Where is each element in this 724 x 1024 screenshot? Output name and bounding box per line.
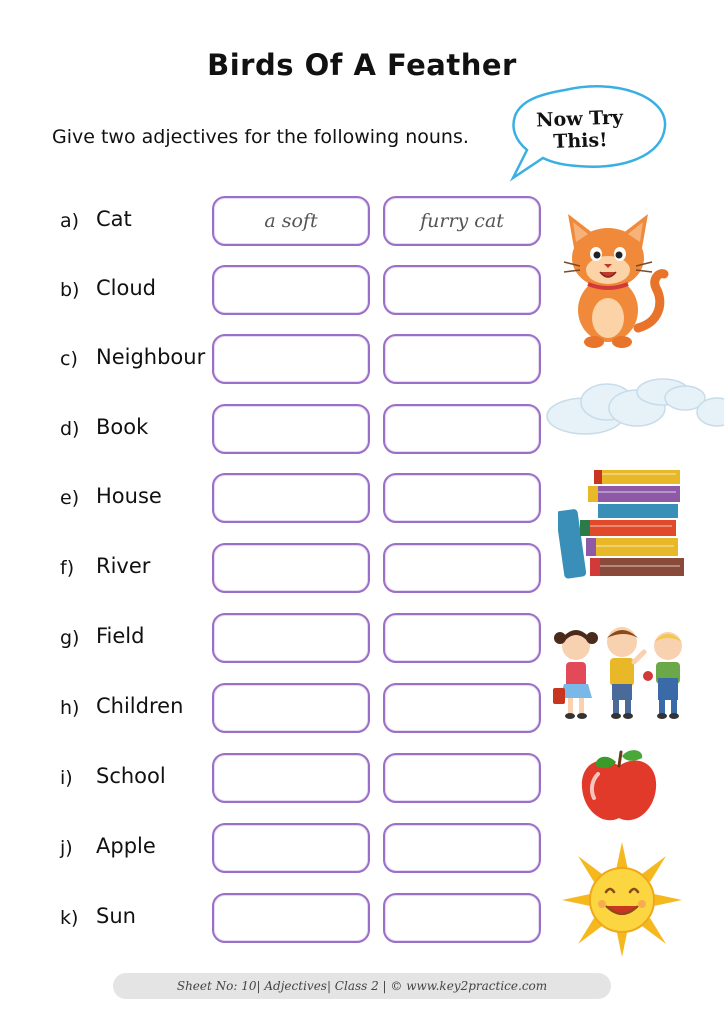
- row-letter: a): [60, 210, 80, 232]
- answer-box-1[interactable]: [212, 543, 370, 593]
- answer-box-1[interactable]: [212, 613, 370, 663]
- answer-box-2[interactable]: [383, 404, 541, 454]
- answer-box-2[interactable]: [383, 613, 541, 663]
- footer-bar: Sheet No: 10| Adjectives| Class 2 | © www.key2practice.com: [113, 973, 611, 999]
- answer-box-2[interactable]: [383, 753, 541, 803]
- answer-box-2[interactable]: furry cat: [383, 196, 541, 246]
- page-title: Birds Of A Feather: [207, 48, 517, 82]
- answer-box-1[interactable]: [212, 683, 370, 733]
- row-noun: House: [96, 484, 162, 508]
- row-noun: School: [96, 764, 166, 788]
- cat-icon: [560, 210, 670, 350]
- answer-box-1[interactable]: [212, 404, 370, 454]
- row-letter: i): [60, 767, 73, 789]
- row-noun: Apple: [96, 834, 156, 858]
- answer-box-2[interactable]: [383, 683, 541, 733]
- sun-icon: [562, 842, 682, 957]
- bubble-text: [519, 106, 640, 154]
- answer-box-1[interactable]: [212, 753, 370, 803]
- answer-box-2[interactable]: [383, 473, 541, 523]
- answer-box-2[interactable]: [383, 543, 541, 593]
- bubble-line-1: Now Try: [535, 106, 624, 132]
- apple-icon: [578, 748, 660, 826]
- answer-box-2[interactable]: [383, 823, 541, 873]
- row-letter: f): [60, 557, 75, 579]
- row-letter: b): [60, 279, 80, 301]
- row-noun: Sun: [96, 904, 136, 928]
- bubble-line-2: This!: [552, 129, 608, 153]
- row-noun: Children: [96, 694, 184, 718]
- cloud-icon: [545, 372, 724, 444]
- row-letter: g): [60, 627, 80, 649]
- books-icon: [558, 466, 688, 581]
- row-letter: k): [60, 907, 79, 929]
- answer-box-1[interactable]: [212, 473, 370, 523]
- row-letter: d): [60, 418, 80, 440]
- answer-box-1[interactable]: [212, 893, 370, 943]
- instruction-text: Give two adjectives for the following nouns.: [52, 126, 469, 148]
- answer-box-2[interactable]: [383, 334, 541, 384]
- row-letter: h): [60, 697, 80, 719]
- row-noun: Cat: [96, 207, 132, 231]
- answer-box-1[interactable]: [212, 334, 370, 384]
- answer-box-2[interactable]: [383, 265, 541, 315]
- answer-box-1[interactable]: [212, 265, 370, 315]
- row-letter: e): [60, 487, 80, 509]
- answer-box-1[interactable]: a soft: [212, 196, 370, 246]
- row-letter: j): [60, 837, 73, 859]
- answer-box-2[interactable]: [383, 893, 541, 943]
- row-noun: Field: [96, 624, 145, 648]
- row-noun: Neighbour: [96, 345, 206, 369]
- row-noun: Cloud: [96, 276, 156, 300]
- row-noun: River: [96, 554, 151, 578]
- row-letter: c): [60, 348, 78, 370]
- children-icon: [552, 622, 696, 722]
- answer-box-1[interactable]: [212, 823, 370, 873]
- row-noun: Book: [96, 415, 149, 439]
